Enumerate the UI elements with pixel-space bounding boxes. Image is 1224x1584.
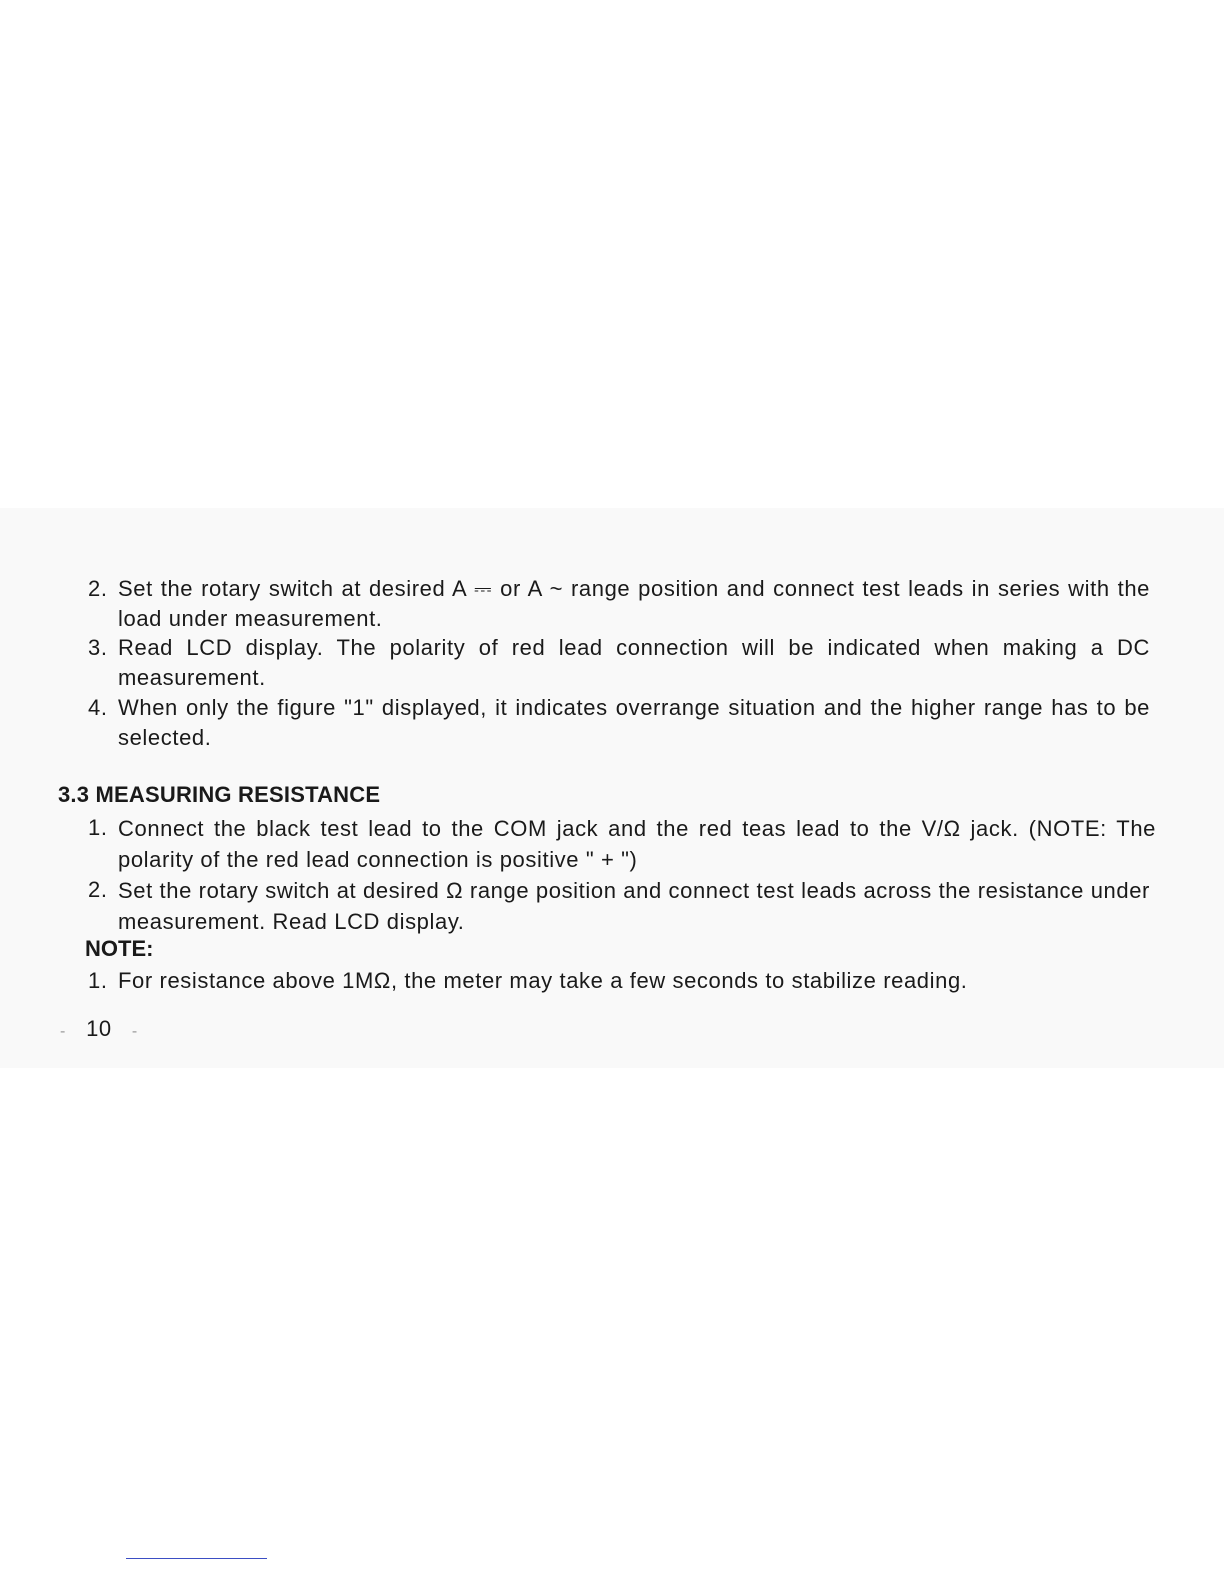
list-number: 3.: [88, 635, 108, 660]
page-number-value: 10: [86, 1016, 112, 1041]
page-number-dash-right: -: [131, 1023, 138, 1040]
list-text: Set the rotary switch at desired A ⎓ or A ~ range position and connect test leads in series with the load under measurement.: [118, 576, 1150, 631]
page-number-dash-left: -: [60, 1023, 66, 1040]
note-heading: NOTE:: [85, 936, 154, 961]
list-number: 4.: [88, 695, 108, 720]
list-text: Connect the black test lead to the COM jack and the red teas lead to the V/Ω jack. (NOTE: The polarity of the red lead connection is positive " + "): [118, 816, 1156, 872]
footer-link-underline[interactable]: [126, 1558, 267, 1559]
list-text: For resistance above 1MΩ, the meter may take a few seconds to stabilize reading.: [118, 968, 968, 993]
list-number: 1.: [88, 968, 108, 993]
list-number: 2.: [88, 576, 108, 601]
section-heading: 3.3 MEASURING RESISTANCE: [58, 782, 381, 807]
page-number: [60, 1016, 138, 1042]
list-text: When only the figure "1" displayed, it indicates overrange situation and the higher range has to be selected.: [118, 695, 1150, 750]
list-number: 2.: [88, 877, 108, 902]
list-number: 1.: [88, 815, 108, 840]
list-text: Set the rotary switch at desired Ω range position and connect test leads across the resistance under measurement. Read LCD display.: [118, 878, 1150, 934]
list-text: Read LCD display. The polarity of red lead connection will be indicated when making a DC measurement.: [118, 635, 1150, 690]
